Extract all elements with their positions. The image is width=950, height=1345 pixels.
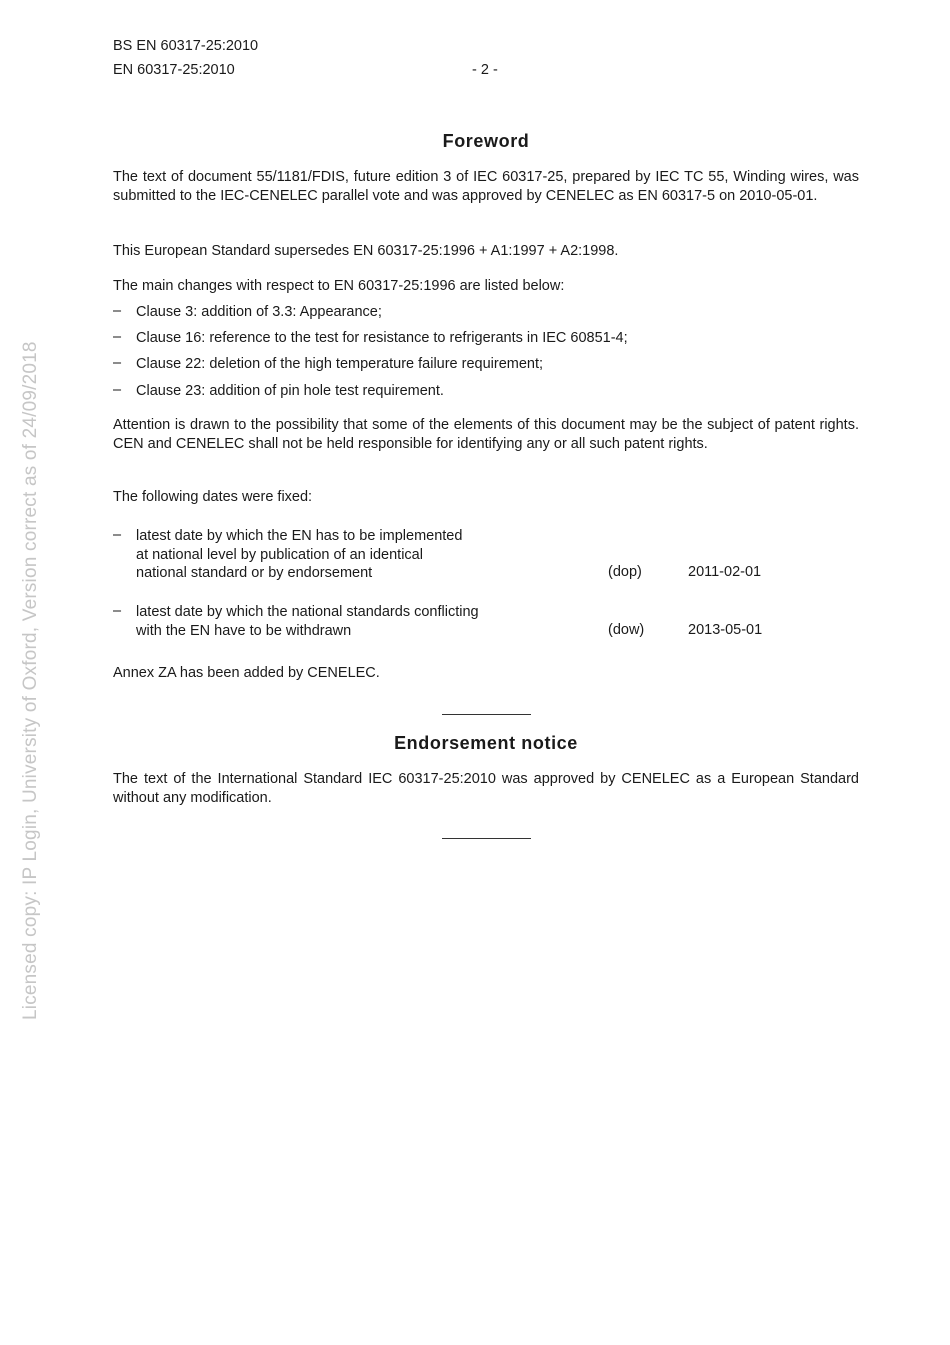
- date-description-line: latest date by which the national standards conflicting: [136, 604, 479, 620]
- page-number: - 2 -: [472, 62, 498, 78]
- change-item: Clause 3: addition of 3.3: Appearance;: [136, 304, 382, 320]
- date-description-line: latest date by which the EN has to be implemented: [136, 528, 463, 544]
- en-standard-ref: EN 60317-25:2010: [113, 62, 235, 78]
- change-item: Clause 22: deletion of the high temperature failure requirement;: [136, 356, 544, 372]
- license-watermark: Licensed copy: IP Login, University of Oxford, Version correct as of 24/09/2018: [20, 341, 41, 1020]
- foreword-paragraph-1: The text of document 55/1181/FDIS, future edition 3 of IEC 60317-25, prepared by IEC TC 55, Winding wires, was submitted to the IEC-CENELEC parallel vote and was approved by CENELEC as EN 60317-5 on 2010-05-01.: [113, 169, 859, 204]
- date-abbreviation: (dop): [608, 564, 642, 580]
- foreword-paragraph-5: The following dates were fixed:: [113, 489, 313, 505]
- date-description: [136, 527, 462, 583]
- list-bullet: –: [113, 527, 122, 543]
- endorsement-title: Endorsement notice: [394, 733, 578, 753]
- change-item: Clause 23: addition of pin hole test requirement.: [136, 383, 444, 399]
- change-item: Clause 16: reference to the test for resistance to refrigerants in IEC 60851-4;: [136, 330, 628, 346]
- list-bullet: –: [113, 303, 122, 319]
- foreword-title: Foreword: [442, 131, 530, 151]
- foreword-paragraph-2: This European Standard supersedes EN 60317-25:1996 + A1:1997 + A2:1998.: [113, 243, 619, 259]
- section-divider: [442, 714, 531, 715]
- date-description-line: at national level by publication of an identical: [136, 546, 423, 563]
- date-value: 2013-05-01: [688, 622, 763, 638]
- date-description-line: with the EN have to be withdrawn: [136, 622, 352, 639]
- date-value: 2011-02-01: [688, 564, 762, 580]
- end-divider: [442, 838, 531, 839]
- list-bullet: –: [113, 329, 122, 345]
- date-abbreviation: (dow): [608, 622, 645, 638]
- foreword-paragraph-3: The main changes with respect to EN 60317-25:1996 are listed below:: [113, 278, 565, 294]
- foreword-paragraph-6: Annex ZA has been added by CENELEC.: [113, 665, 380, 681]
- list-bullet: –: [113, 355, 122, 371]
- date-description-line: national standard or by endorsement: [136, 565, 373, 581]
- list-bullet: –: [113, 603, 122, 619]
- list-bullet: –: [113, 382, 122, 398]
- foreword-paragraph-4: Attention is drawn to the possibility that some of the elements of this document may be the subject of patent rights. CEN and CENELEC shall not be held responsible for identifying any or all such patent rights.: [113, 417, 859, 452]
- bs-standard-ref: BS EN 60317-25:2010: [113, 38, 259, 54]
- date-description: [136, 603, 479, 640]
- endorsement-paragraph: The text of the International Standard IEC 60317-25:2010 was approved by CENELEC as a European Standard without any modification.: [113, 771, 859, 806]
